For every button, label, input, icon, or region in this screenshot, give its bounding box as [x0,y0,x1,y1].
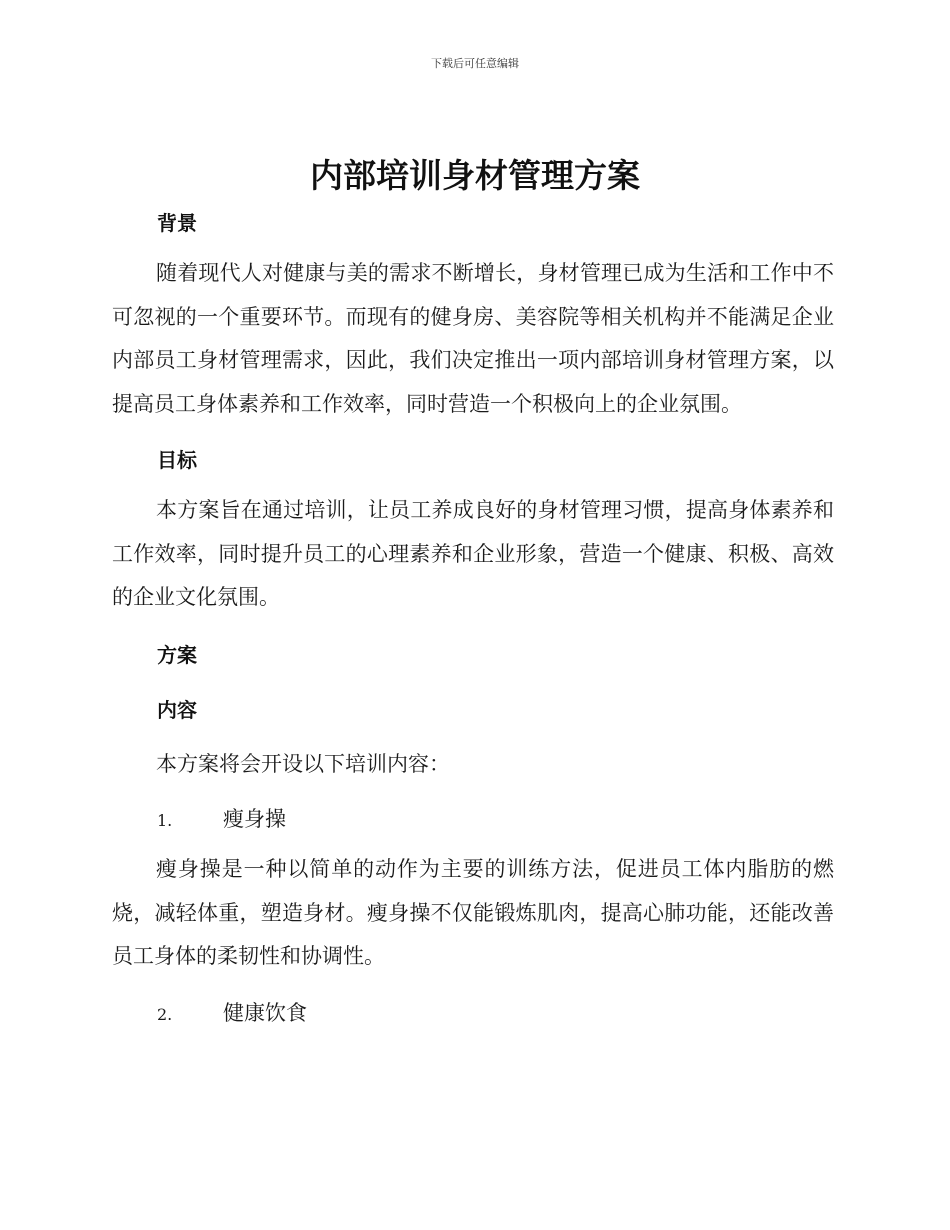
content-intro: 本方案将会开设以下培训内容： [156,752,450,776]
header-note: 下载后可任意编辑 [431,57,519,70]
document-title: 内部培训身材管理方案 [310,156,640,195]
section-heading-background: 背景 [157,211,197,235]
goal-paragraph: 本方案旨在通过培训，让员工养成良好的身材管理习惯，提高身体素养和工作效率，同时提升员工的心理素养和企业形象，营造一个健康、积极、高效的企业文化氛围。 [112,498,834,609]
section-heading-content: 内容 [157,698,197,722]
list-item-label: 瘦身操 [223,807,286,831]
list-item [157,803,286,833]
list-item-description: 瘦身操是一种以简单的动作为主要的训练方法，促进员工体内脂肪的燃烧，减轻体重，塑造身材。瘦身操不仅能锻炼肌肉，提高心肺功能，还能改善员工身体的柔韧性和协调性。 [112,857,834,968]
list-item [157,997,307,1027]
section-heading-plan: 方案 [157,643,197,667]
section-heading-goal: 目标 [157,448,197,472]
list-item-number: 2. [157,1005,173,1024]
background-paragraph: 随着现代人对健康与美的需求不断增长，身材管理已成为生活和工作中不可忽视的一个重要环节。而现有的健身房、美容院等相关机构并不能满足企业内部员工身材管理需求，因此，我们决定推出一项内部培训身材管理方案，以提高员工身体素养和工作效率，同时营造一个积极向上的企业氛围。 [112,261,834,416]
list-item-label: 健康饮食 [223,1001,307,1025]
list-item-number: 1. [157,811,173,830]
